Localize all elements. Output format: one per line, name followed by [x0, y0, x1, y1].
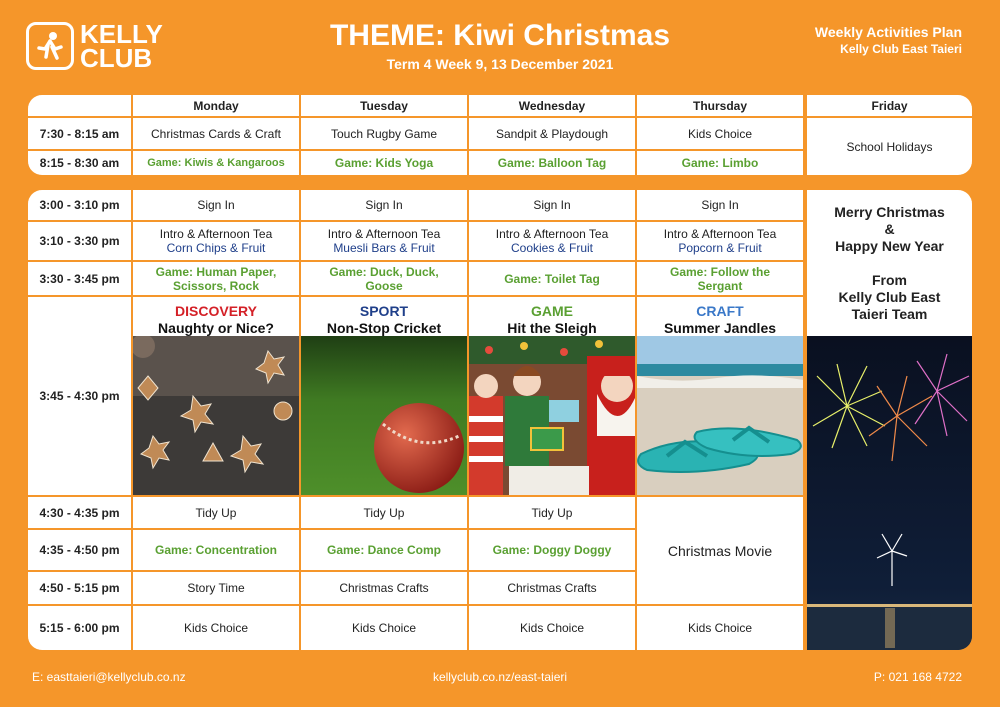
- game-cell: Game: Concentration: [133, 530, 299, 570]
- footer-email[interactable]: E: easttaieri@kellyclub.co.nz: [32, 670, 186, 684]
- tea-label: Intro & Afternoon Tea: [159, 227, 273, 241]
- club-name: Kelly Club East Taieri: [840, 42, 962, 56]
- activity-name: Hit the Sleigh: [507, 320, 597, 336]
- time-slot: 4:35 - 4:50 pm: [28, 530, 131, 570]
- activity-cell: Sign In: [301, 190, 467, 220]
- activity-category: SPORT: [359, 303, 409, 319]
- logo-text-line2: CLUB: [80, 43, 153, 73]
- game-cell: Game: Duck, Duck, Goose: [301, 262, 467, 295]
- activity-name: Non-Stop Cricket: [326, 320, 442, 336]
- activity-cell: Tidy Up: [133, 497, 299, 528]
- message-line: Merry Christmas: [834, 203, 945, 220]
- game-cell: Game: Dance Comp: [301, 530, 467, 570]
- message-line: Taieri Team: [851, 305, 928, 322]
- activity-cell: Christmas Crafts: [469, 572, 635, 604]
- logo-text-line1: KELLY: [80, 19, 163, 49]
- afternoon-tea-cell: [469, 222, 635, 260]
- activity-cell: Kids Choice: [301, 606, 467, 650]
- kelly-club-logo: [26, 19, 163, 73]
- afternoon-tea-cell: [301, 222, 467, 260]
- activity-cell: Christmas Cards & Craft: [133, 118, 299, 149]
- time-slot: 7:30 - 8:15 am: [28, 118, 131, 149]
- activity-cell: Tidy Up: [469, 497, 635, 528]
- day-header-tuesday: Tuesday: [301, 95, 467, 116]
- message-line: Kelly Club East: [838, 288, 941, 305]
- time-slot: 8:15 - 8:30 am: [28, 151, 131, 175]
- tea-food: Corn Chips & Fruit: [166, 241, 266, 255]
- fireworks-image: [807, 336, 972, 650]
- activity-category: GAME: [531, 303, 573, 319]
- page-subtitle: Term 4 Week 9, 13 December 2021: [386, 56, 614, 72]
- page-title: THEME: Kiwi Christmas: [329, 19, 671, 52]
- game-cell: Game: Balloon Tag: [469, 151, 635, 175]
- afternoon-schedule-panel: [28, 190, 972, 650]
- activity-name: Summer Jandles: [663, 320, 777, 336]
- friday-holiday-cell: School Holidays: [807, 118, 972, 175]
- activity-name: Naughty or Nice?: [158, 320, 274, 336]
- morning-schedule-panel: [28, 95, 972, 175]
- tea-label: Intro & Afternoon Tea: [327, 227, 441, 241]
- tea-food: Muesli Bars & Fruit: [333, 241, 435, 255]
- activity-cell: Kids Choice: [469, 606, 635, 650]
- gingerbread-cookies-image: [133, 336, 299, 495]
- activity-category: DISCOVERY: [175, 303, 257, 319]
- time-slot: 4:50 - 5:15 pm: [28, 572, 131, 604]
- message-line: From: [872, 271, 907, 288]
- footer-phone[interactable]: P: 021 168 4722: [873, 670, 962, 684]
- game-cell: Game: Human Paper, Scissors, Rock: [133, 262, 299, 295]
- activity-cell: Kids Choice: [637, 118, 803, 149]
- message-line: Happy New Year: [835, 237, 944, 254]
- activity-cell: Tidy Up: [301, 497, 467, 528]
- beach-jandals-image: [637, 336, 803, 495]
- time-slot: 3:10 - 3:30 pm: [28, 222, 131, 260]
- activity-cell: Kids Choice: [133, 606, 299, 650]
- game-cell: Game: Follow the Sergant: [637, 262, 803, 295]
- game-cell: Game: Kids Yoga: [301, 151, 467, 175]
- time-slot: 3:30 - 3:45 pm: [28, 262, 131, 295]
- activity-cell: Story Time: [133, 572, 299, 604]
- activity-cell: Kids Choice: [637, 606, 803, 650]
- activity-cell: Touch Rugby Game: [301, 118, 467, 149]
- activity-cell: Christmas Crafts: [301, 572, 467, 604]
- tea-food: Popcorn & Fruit: [678, 241, 762, 255]
- game-cell: Game: Toilet Tag: [469, 262, 635, 295]
- activity-cell: Sign In: [133, 190, 299, 220]
- activity-category: CRAFT: [696, 303, 744, 319]
- corner-blank: [28, 95, 131, 116]
- tea-label: Intro & Afternoon Tea: [663, 227, 777, 241]
- day-header-friday: Friday: [807, 95, 972, 116]
- activity-cell: Sign In: [469, 190, 635, 220]
- time-slot: 3:00 - 3:10 pm: [28, 190, 131, 220]
- time-slot: 5:15 - 6:00 pm: [28, 606, 131, 650]
- time-slot: 4:30 - 4:35 pm: [28, 497, 131, 528]
- game-cell: Game: Limbo: [637, 151, 803, 175]
- friday-message: [807, 190, 972, 336]
- afternoon-tea-cell: [637, 222, 803, 260]
- tea-label: Intro & Afternoon Tea: [495, 227, 609, 241]
- afternoon-tea-cell: [133, 222, 299, 260]
- day-header-thursday: Thursday: [637, 95, 803, 116]
- message-line: &: [884, 220, 895, 237]
- activity-cell: Sign In: [637, 190, 803, 220]
- tea-food: Cookies & Fruit: [510, 241, 594, 255]
- game-cell: Game: Kiwis & Kangaroos: [133, 151, 299, 175]
- time-slot: 3:45 - 4:30 pm: [28, 297, 131, 495]
- santa-with-children-image: [469, 336, 635, 495]
- cricket-ball-image: [301, 336, 467, 495]
- plan-label: Weekly Activities Plan: [814, 24, 962, 40]
- day-header-monday: Monday: [133, 95, 299, 116]
- christmas-movie-cell: Christmas Movie: [637, 497, 803, 604]
- game-cell: Game: Doggy Doggy: [469, 530, 635, 570]
- day-header-wednesday: Wednesday: [469, 95, 635, 116]
- running-child-icon: [26, 22, 74, 70]
- activity-cell: Sandpit & Playdough: [469, 118, 635, 149]
- footer-website[interactable]: kellyclub.co.nz/east-taieri: [432, 670, 568, 684]
